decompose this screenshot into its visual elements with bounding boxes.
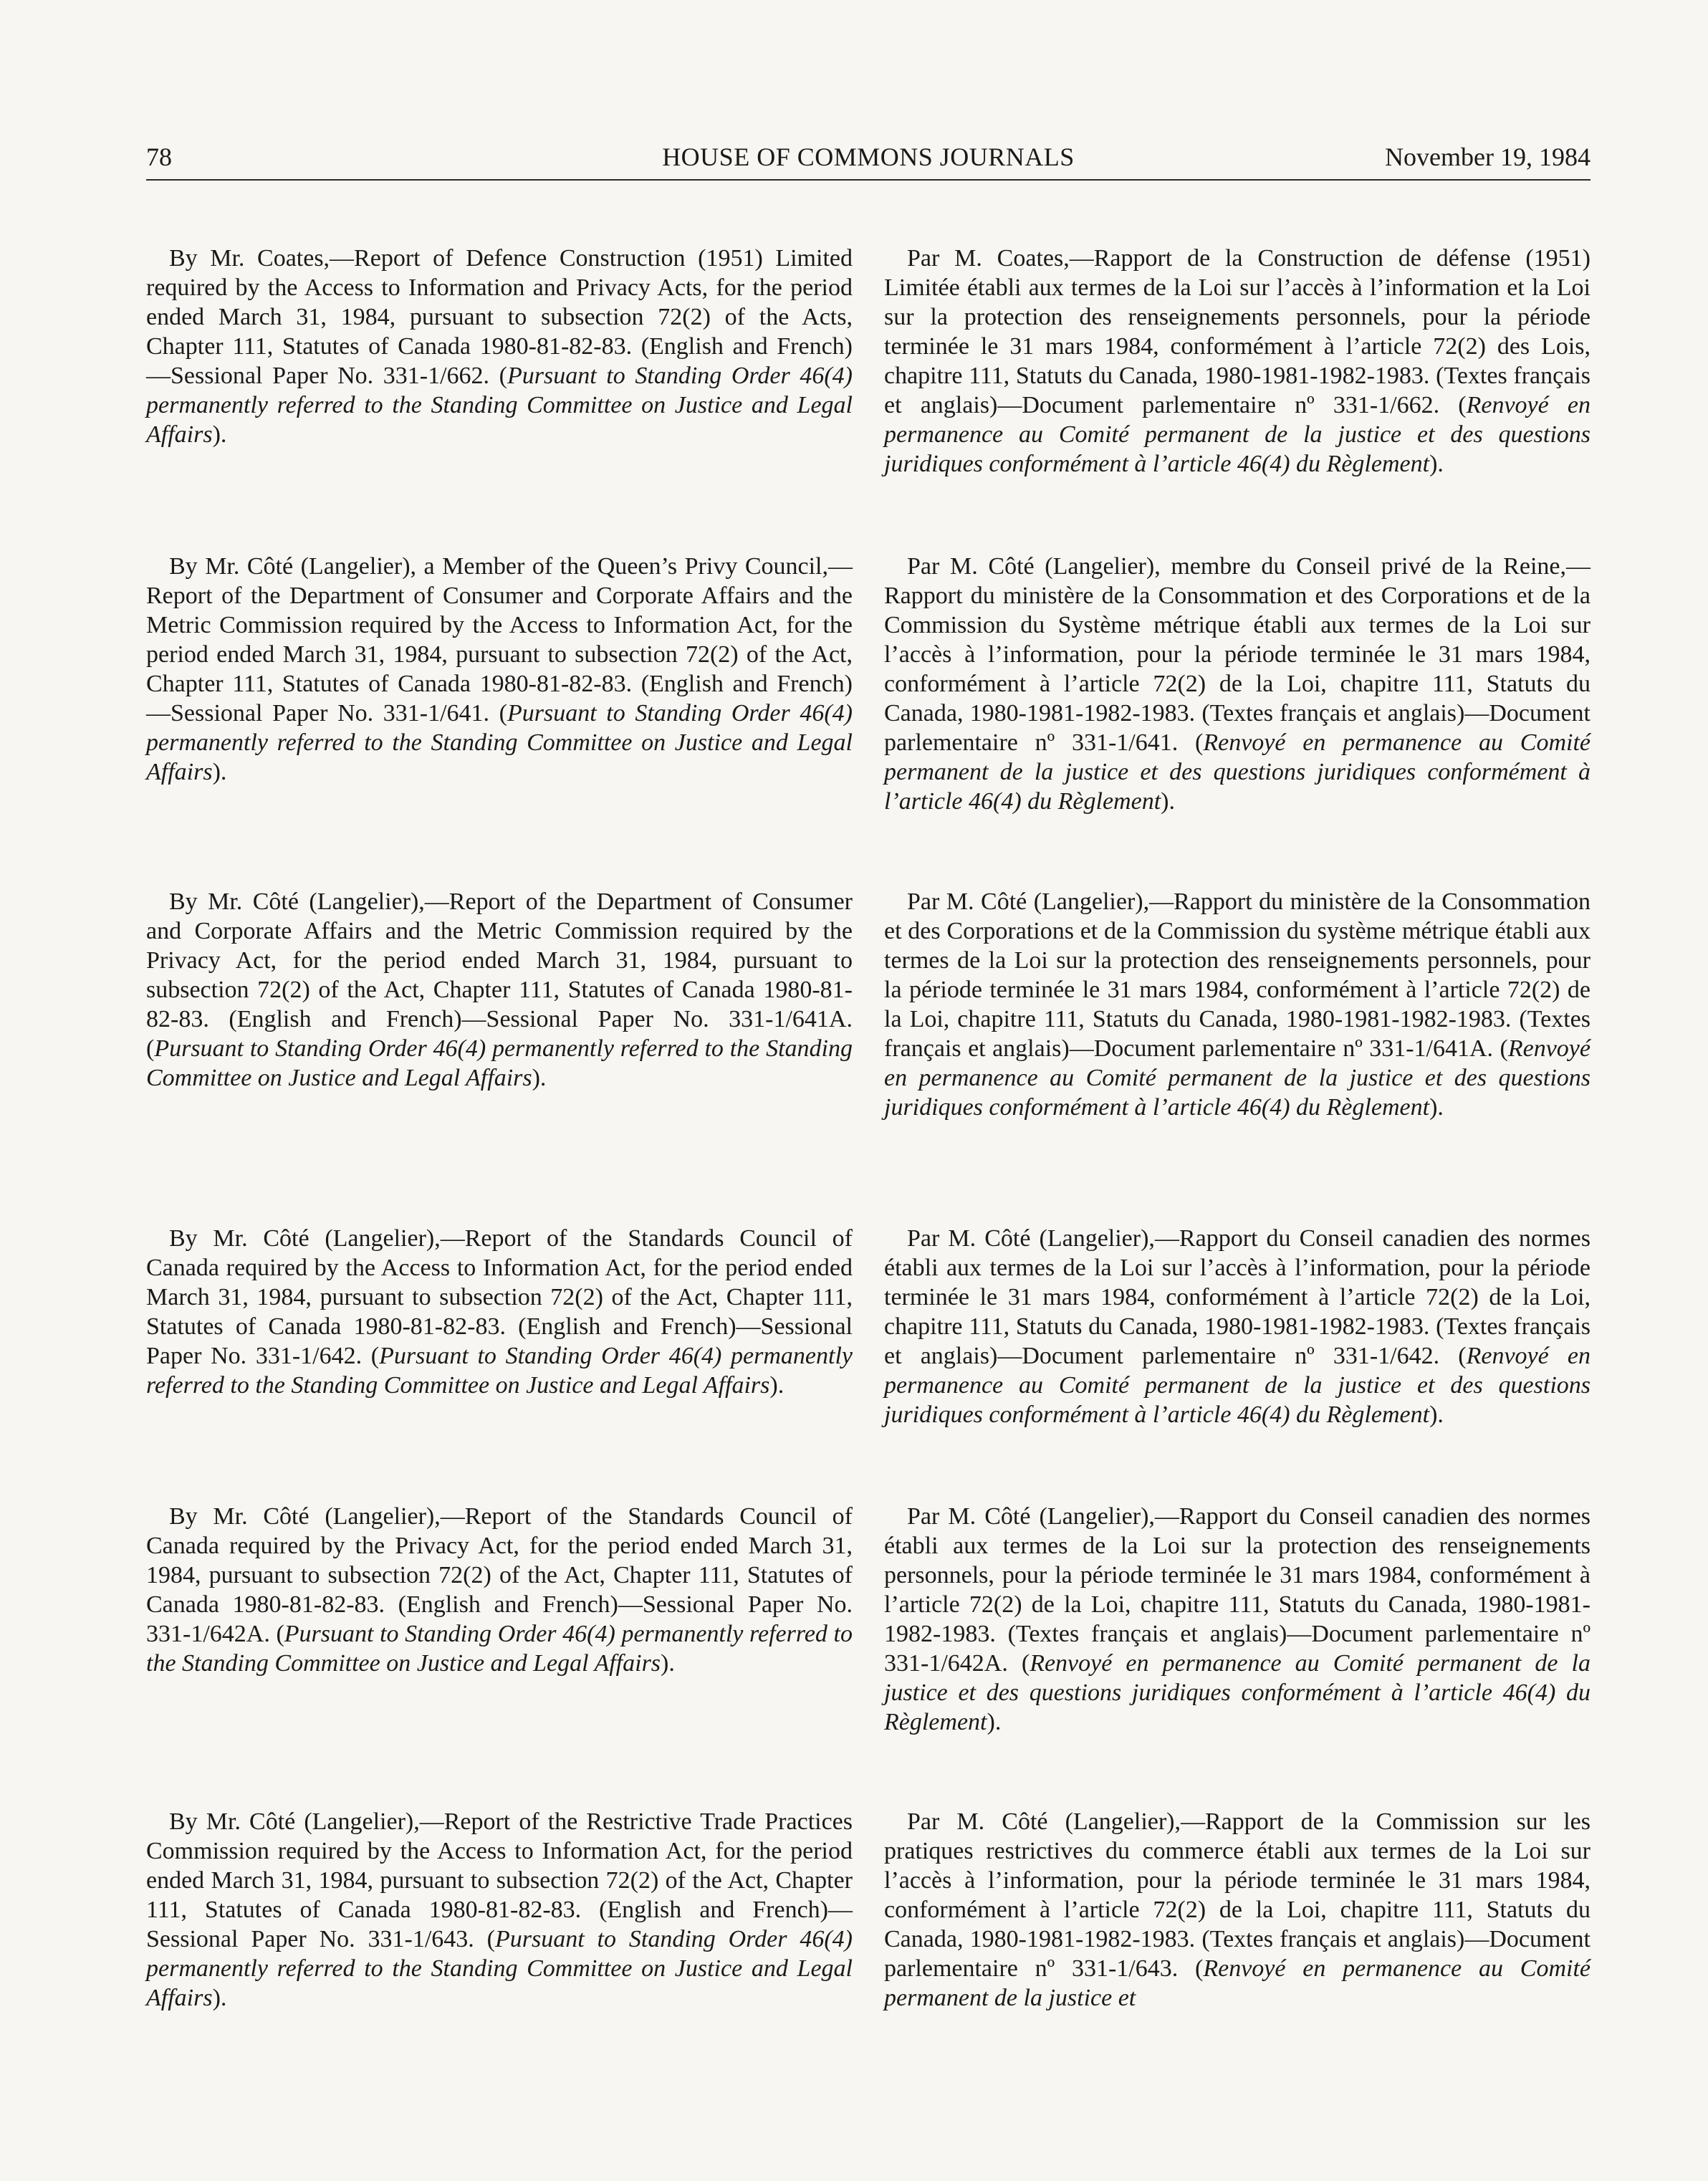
entry-en-6 [146,1807,853,2013]
entry-en-1 [146,244,853,449]
entry-en-6-text: By Mr. Côté (Langelier),—Report of the Restrictive Trade Practices Commission required by the Access to Information Act, for the period ended March 31, 1984, pursuant to subsection 72(2) of the Act, Chapter 111, Statutes of Canada 1980-81-82-83. (English and French)—Sessional Paper No. 331-1/643. ( [146,1808,853,1952]
entry-en-2 [146,552,853,787]
page-number: 78 [146,143,172,171]
entry-fr-2 [884,552,1591,816]
entry-en-3-tail: ). [532,1065,547,1091]
entry-en-4-referral: Pursuant to Standing Order 46(4) permanently referred to the Standing Committee on Justice and Legal Affairs [146,1343,853,1399]
entry-en-3 [146,887,853,1093]
journal-date: November 19, 1984 [1385,143,1591,171]
page-header [146,142,1591,179]
entry-en-4 [146,1224,853,1400]
entry-fr-5-referral: Renvoyé en permanence au Comité permanent de la justice et des questions juridiques conformément à l’article 46(4) du Règlement [884,1650,1591,1735]
entry-fr-1-tail: ). [1429,451,1444,477]
entry-fr-4-text: Par M. Côté (Langelier),—Rapport du Conseil canadien des normes établi aux termes de la Loi sur l’accès à l’information, pour la période terminée le 31 mars 1984, conformément à l’article 72(2) de la Loi, chapitre 111, Statuts du Canada, 1980-1981-1982-1983. (Textes français et anglais)—Document parlementaire nº 331-1/642. ( [884,1225,1591,1369]
entry-fr-6 [884,1807,1591,2013]
entry-fr-5 [884,1502,1591,1737]
entry-fr-2-text: Par M. Côté (Langelier), membre du Conseil privé de la Reine,—Rapport du ministère de la Consommation et des Corporations et de la Commission du Système métrique établi aux termes de la Loi sur l’accès à l’information, pour la période terminée le 31 mars 1984, conformément à l’article 72(2) de la Loi, chapitre 111, Statuts du Canada, 1980-1981-1982-1983. (Textes français et anglais)—Document parlementaire nº 331-1/641. ( [884,553,1591,756]
entry-fr-2-referral: Renvoyé en permanence au Comité permanent de la justice et des questions juridiques conformément à l’article 46(4) du Règlement [884,729,1591,815]
entry-fr-2-tail: ). [1161,788,1175,815]
entry-en-5 [146,1502,853,1678]
entry-fr-5-text: Par M. Côté (Langelier),—Rapport du Conseil canadien des normes établi aux termes de la Loi sur la protection des renseignements personnels, pour la période terminée le 31 mars 1984, conformément à l’article 72(2) de la Loi, chapitre 111, Statuts du Canada, 1980-1981-1982-1983. (Textes français et anglais)—Document parlementaire nº 331-1/642A. ( [884,1503,1591,1677]
entry-en-6-referral: Pursuant to Standing Order 46(4) permanently referred to the Standing Committee on Justice and Legal Affairs [146,1926,853,2011]
entry-fr-1 [884,244,1591,479]
entry-en-3-text: By Mr. Côté (Langelier),—Report of the Department of Consumer and Corporate Affairs and the Metric Commission required by the Privacy Act, for the period ended March 31, 1984, pursuant to subsection 72(2) of the Act, Chapter 111, Statutes of Canada 1980-81-82-83. (English and French)—Sessional Paper No. 331-1/641A. ( [146,888,853,1062]
entry-en-5-text: By Mr. Côté (Langelier),—Report of the Standards Council of Canada required by the Privacy Act, for the period ended March 31, 1984, pursuant to subsection 72(2) of the Act, Chapter 111, Statutes of Canada 1980-81-82-83. (English and French)—Sessional Paper No. 331-1/642A. ( [146,1503,853,1647]
entry-en-1-text: By Mr. Coates,—Report of Defence Construction (1951) Limited required by the Access to Information and Privacy Acts, for the period ended March 31, 1984, pursuant to subsection 72(2) of the Acts, Chapter 111, Statutes of Canada 1980-81-82-83. (English and French)—Sessional Paper No. 331-1/662. ( [146,245,853,389]
entry-en-2-text: By Mr. Côté (Langelier), a Member of the Queen’s Privy Council,—Report of the Department of Consumer and Corporate Affairs and the Metric Commission required by the Access to Information Act, for the period ended March 31, 1984, pursuant to subsection 72(2) of the Act, Chapter 111, Statutes of Canada 1980-81-82-83. (English and French)—Sessional Paper No. 331-1/641. ( [146,553,853,727]
header-rule [146,179,1591,181]
entry-fr-6-referral: Renvoyé en permanence au Comité permanent de la justice et [884,1955,1591,2011]
entry-fr-6-text: Par M. Côté (Langelier),—Rapport de la Commission sur les pratiques restrictives du commerce établi aux termes de la Loi sur l’accès à l’information, pour la période terminée le 31 mars 1984, conformément à l’article 72(2) de la Loi, chapitre 111, Statuts du Canada, 1980-1981-1982-1983. (Textes français et anglais)—Document parlementaire nº 331-1/643. ( [884,1808,1591,1982]
entry-fr-1-text: Par M. Coates,—Rapport de la Construction de défense (1951) Limitée établi aux termes de la Loi sur l’accès à l’information et la Loi sur la protection des renseignements personnels, pour la période terminée le 31 mars 1984, conformément à l’article 72(2) des Lois, chapitre 111, Statuts du Canada, 1980-1981-1982-1983. (Textes français et anglais)—Document parlementaire nº 331-1/662. ( [884,245,1591,418]
entry-fr-4-referral: Renvoyé en permanence au Comité permanent de la justice et des questions juridiques conformément à l’article 46(4) du Règlement [884,1343,1591,1428]
entry-en-5-tail: ). [661,1650,675,1677]
entry-en-1-referral: Pursuant to Standing Order 46(4) permanently referred to the Standing Committee on Justice and Legal Affairs [146,363,853,448]
entry-en-2-tail: ). [212,759,227,785]
entry-en-2-referral: Pursuant to Standing Order 46(4) permanently referred to the Standing Committee on Justice and Legal Affairs [146,700,853,785]
entry-en-6-tail: ). [212,1985,227,2011]
entry-en-1-tail: ). [212,421,227,448]
journal-title: HOUSE OF COMMONS JOURNALS [662,143,1075,171]
entry-fr-1-referral: Renvoyé en permanence au Comité permanent de la justice et des questions juridiques conformément à l’article 46(4) du Règlement [884,392,1591,477]
entry-en-4-tail: ). [769,1372,785,1399]
entry-en-4-text: By Mr. Côté (Langelier),—Report of the Standards Council of Canada required by the Access to Information Act, for the period ended March 31, 1984, pursuant to subsection 72(2) of the Act, Chapter 111, Statutes of Canada 1980-81-82-83. (English and French)—Sessional Paper No. 331-1/642. ( [146,1225,853,1369]
entry-en-3-referral: Pursuant to Standing Order 46(4) permanently referred to the Standing Committee on Justice and Legal Affairs [146,1035,853,1091]
entry-fr-4-tail: ). [1429,1401,1444,1428]
entry-fr-5-tail: ). [987,1709,1002,1735]
entry-fr-4 [884,1224,1591,1429]
entry-fr-3-referral: Renvoyé en permanence au Comité permanent de la justice et des questions juridiques conformément à l’article 46(4) du Règlement [884,1035,1591,1121]
entry-fr-3-text: Par M. Côté (Langelier),—Rapport du ministère de la Consommation et des Corporations et de la Commission du système métrique établi aux termes de la Loi sur la protection des renseignements personnels, pour la période terminée le 31 mars 1984, conformément à l’article 72(2) de la Loi, chapitre 111, Statuts du Canada, 1980-1981-1982-1983. (Textes français et anglais)—Document parlementaire nº 331-1/641A. ( [884,888,1591,1062]
entry-fr-3 [884,887,1591,1122]
entry-en-5-referral: Pursuant to Standing Order 46(4) permanently referred to the Standing Committee on Justice and Legal Affairs [146,1621,853,1677]
entry-fr-3-tail: ). [1429,1094,1444,1121]
